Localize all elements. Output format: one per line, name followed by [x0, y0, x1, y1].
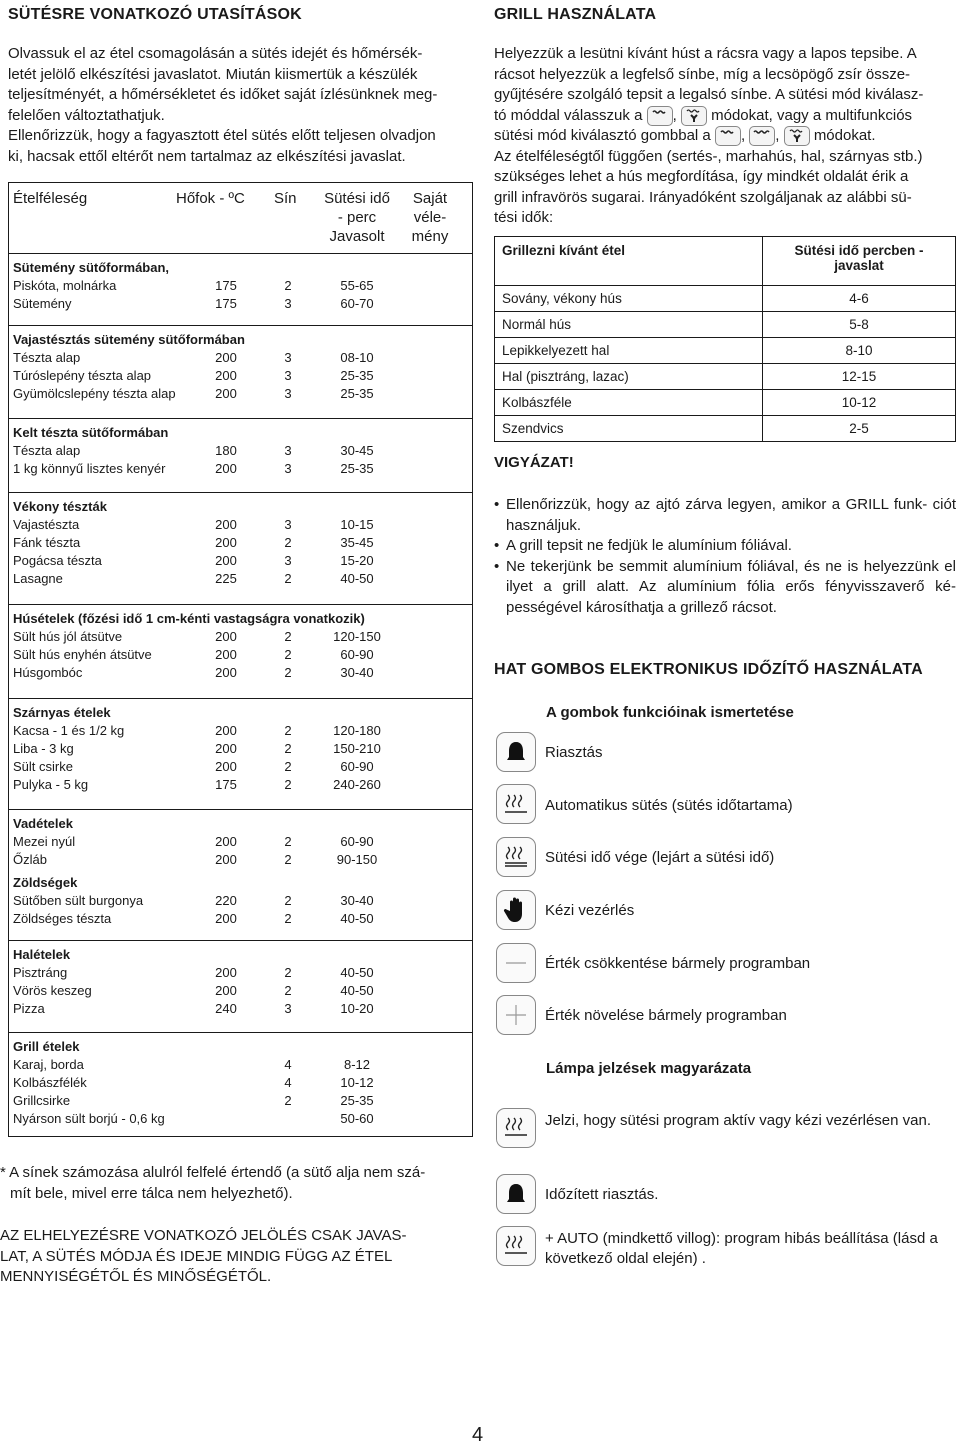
cell-time: 10-12 — [340, 1075, 374, 1090]
auto-flashing-icon — [496, 1226, 536, 1266]
cell-time: 40-50 — [340, 911, 374, 926]
lamp-row-auto — [494, 1226, 956, 1266]
button-row-manual — [494, 890, 956, 930]
cell-rack: 3 — [284, 517, 292, 532]
button-row-minus — [494, 943, 956, 983]
cell-food: Kolbászfélék — [13, 1075, 87, 1090]
warning-title: VIGYÁZAT! — [494, 454, 574, 471]
grill-line: sütési mód kiválasztó gombbal a , , módokat. — [494, 126, 956, 147]
cell-time: 240-260 — [333, 777, 381, 792]
cell-rack: 2 — [284, 759, 292, 774]
grill-line-part: módokat. — [813, 127, 876, 144]
warning-item: • A grill tepsit ne fedjük le alumínium fóliával. — [494, 536, 956, 557]
cell-rack: 2 — [284, 723, 292, 738]
group-divider — [9, 418, 472, 419]
cell-temp: 175 — [215, 278, 237, 293]
table-row — [9, 1000, 472, 1018]
group-divider — [9, 253, 472, 254]
lamps-title: Lámpa jelzések magyarázata — [546, 1060, 752, 1077]
caps-line: MENNYISÉGÉTŐL ÉS MINŐSÉGÉTŐL. — [0, 1268, 272, 1285]
cell-time: 30-40 — [340, 665, 374, 680]
footnote-line: * A sínek számozása alulról felfelé értendő (a sütő alja nem szá- — [0, 1164, 426, 1181]
table-row — [9, 722, 472, 740]
cell-rack: 2 — [284, 629, 292, 644]
grill-cell-food: Lepikkelyezett hal — [495, 338, 763, 364]
cell-time: 25-35 — [340, 461, 374, 476]
table-row — [9, 367, 472, 385]
grill-line: Az ételféleségtől függően (sertés-, marhahús, hal, szárnyas stb.) — [494, 147, 923, 165]
cell-rack: 3 — [284, 350, 292, 365]
cell-food: Húsgombóc — [13, 665, 83, 680]
header-own-opinion: Saját véle- mény — [411, 190, 449, 245]
cell-food: Pizza — [13, 1001, 45, 1016]
cell-time: 08-10 — [340, 350, 374, 365]
cell-temp: 200 — [215, 517, 237, 532]
cell-food: Piskóta, molnárka — [13, 278, 117, 293]
cell-time: 35-45 — [340, 535, 374, 550]
cell-rack: 2 — [284, 893, 292, 908]
grill-cell-time: 5-8 — [763, 312, 956, 338]
header-food: Ételféleség — [13, 190, 88, 207]
cell-time: 60-90 — [340, 759, 374, 774]
grill-line: Helyezzük a lesütni kívánt húst a rácsra vagy a lapos tepsibe. A — [494, 45, 917, 62]
cell-food: Lasagne — [13, 571, 63, 586]
buttons-title: A gombok funkcióinak ismertetése — [546, 704, 794, 721]
table-row — [9, 646, 472, 664]
cell-time: 50-60 — [340, 1111, 374, 1126]
table-row — [9, 552, 472, 570]
table-row — [9, 851, 472, 869]
page-number: 4 — [472, 1424, 484, 1446]
button-label: Automatikus sütés (sütés időtartama) — [545, 797, 793, 814]
header-time: Sütési idő - perc Javasolt — [324, 190, 390, 245]
cell-rack: 2 — [284, 983, 292, 998]
table-row — [9, 516, 472, 534]
table-row — [9, 1092, 472, 1110]
group-divider — [9, 698, 472, 699]
cell-rack: 3 — [284, 368, 292, 383]
grill-cell-time: 12-15 — [763, 364, 956, 390]
fan-grill-icon — [681, 106, 707, 126]
table-row — [9, 628, 472, 646]
baking-title: SÜTÉSRE VONATKOZÓ UTASÍTÁSOK — [8, 6, 302, 23]
table-row — [9, 1074, 472, 1092]
intro-line: Olvassuk el az étel csomagolásán a sütés idejét és hőmérsék- — [8, 45, 423, 62]
caps-note — [0, 1226, 463, 1288]
grill-cell-food: Szendvics — [495, 416, 763, 442]
lamp-row-alarm — [494, 1174, 956, 1214]
baking-table-header — [9, 189, 472, 249]
cell-rack: 4 — [284, 1075, 292, 1090]
table-row — [9, 295, 472, 313]
cell-temp: 240 — [215, 1001, 237, 1016]
cell-temp: 200 — [215, 759, 237, 774]
grill-table-header — [495, 237, 956, 286]
cell-temp: 175 — [215, 296, 237, 311]
cell-rack: 2 — [284, 834, 292, 849]
caps-line: LAT, A SÜTÉS MÓDJA ÉS IDEJE MINDIG FÜGG AZ ÉTEL — [0, 1247, 393, 1265]
group-title: Halételek — [13, 947, 71, 962]
grill-line: szükséges lehet a hús megfordítása, így mindkét oldalát érik a — [494, 168, 909, 185]
double-grill-icon — [749, 126, 775, 146]
group-divider — [9, 325, 472, 326]
cell-time: 25-35 — [340, 1093, 374, 1108]
intro-line: ki, hacsak ettől eltérőt nem tartalmaz az elkészítési javaslat. — [8, 147, 406, 165]
grill-cell-time: 10-12 — [763, 390, 956, 416]
top-heat-icon — [647, 106, 673, 126]
cell-food: Gyümölcslepény tészta alap — [13, 386, 176, 401]
group-title: Vékony tészták — [13, 499, 107, 514]
grill-line-part: sütési mód kiválasztó gombbal a — [494, 127, 711, 144]
cell-rack: 2 — [284, 278, 292, 293]
cell-temp: 200 — [215, 553, 237, 568]
cell-temp: 200 — [215, 386, 237, 401]
cell-rack: 2 — [284, 571, 292, 586]
table-row — [9, 534, 472, 552]
cell-temp: 200 — [215, 834, 237, 849]
table-row — [9, 892, 472, 910]
table-row — [9, 1056, 472, 1074]
cell-temp: 200 — [215, 911, 237, 926]
button-label: Riasztás — [545, 744, 603, 761]
cell-time: 120-180 — [333, 723, 381, 738]
cell-temp: 180 — [215, 443, 237, 458]
cell-food: Pisztráng — [13, 965, 68, 980]
cook-end-icon — [496, 837, 536, 877]
group-title: Szárnyas ételek — [13, 705, 111, 720]
intro-line: letét jelölő elkészítési javaslatot. Miután kiismertük a készülék — [8, 65, 418, 83]
cell-rack: 3 — [284, 386, 292, 401]
intro-line: felelően változtathatjuk. — [8, 106, 165, 124]
plus-icon — [496, 995, 536, 1035]
grill-cell-time: 4-6 — [763, 286, 956, 312]
bell-icon — [496, 732, 536, 772]
cell-rack: 3 — [284, 461, 292, 476]
lamp-row-cooking — [494, 1108, 956, 1148]
grill-row — [495, 338, 956, 364]
cell-temp: 200 — [215, 741, 237, 756]
cell-temp: 225 — [215, 571, 237, 586]
cell-food: Pulyka - 5 kg — [13, 777, 89, 792]
cell-food: Liba - 3 kg — [13, 741, 74, 756]
table-row — [9, 460, 472, 478]
cell-time: 60-90 — [340, 834, 374, 849]
header-temp: Hőfok - ºC — [176, 190, 245, 207]
group-divider — [9, 604, 472, 605]
footnote-line: mít bele, mivel erre tálca nem helyezhető). — [10, 1184, 293, 1202]
lamp-label: + AUTO (mindkettő villog): program hibás beállítása (lásd a következő oldal elején) . — [545, 1230, 938, 1267]
cell-food: Zöldséges tészta — [13, 911, 112, 926]
grill-row — [495, 286, 956, 312]
cell-rack: 2 — [284, 1093, 292, 1108]
button-row-alarm — [494, 732, 956, 772]
grill-line: tési idők: — [494, 209, 554, 226]
header-rack: Sín — [274, 190, 297, 207]
cell-temp: 175 — [215, 777, 237, 792]
grill-row — [495, 390, 956, 416]
cell-time: 30-45 — [340, 443, 374, 458]
cell-food: Tészta alap — [13, 350, 81, 365]
group-divider — [9, 1032, 472, 1033]
cell-time: 40-50 — [340, 983, 374, 998]
cell-food: Kacsa - 1 és 1/2 kg — [13, 723, 125, 738]
button-label: Kézi vezérlés — [545, 902, 635, 919]
cell-rack: 3 — [284, 296, 292, 311]
cell-time: 30-40 — [340, 893, 374, 908]
button-label: Érték növelése bármely programban — [545, 1007, 787, 1024]
grill-times-table — [494, 236, 956, 442]
cell-temp: 200 — [215, 647, 237, 662]
warning-list — [494, 495, 956, 618]
cell-food: Vajastészta — [13, 517, 80, 532]
cell-temp: 200 — [215, 368, 237, 383]
cell-food: Karaj, borda — [13, 1057, 84, 1072]
cell-rack: 2 — [284, 665, 292, 680]
cell-food: Fánk tészta — [13, 535, 81, 550]
warning-item: • Ne tekerjünk be semmit alumínium fóliával, és ne is helyezzünk el ilyet a grill alatt. Az alumínium fólia erős fényvisszaverő ké- pességével károsíthatja a grillező rácsot. — [494, 557, 956, 619]
cell-food: Tészta alap — [13, 443, 81, 458]
grill-cell-food: Normál hús — [495, 312, 763, 338]
group-title: Grill ételek — [13, 1039, 80, 1054]
grill-cell-food: Hal (pisztráng, lazac) — [495, 364, 763, 390]
table-row — [9, 964, 472, 982]
cell-rack: 2 — [284, 741, 292, 756]
cell-time: 10-15 — [340, 517, 374, 532]
fan-grill-icon — [784, 126, 810, 146]
button-row-plus — [494, 995, 956, 1035]
cell-food: Nyárson sült borjú - 0,6 kg — [13, 1111, 165, 1126]
hand-icon — [496, 890, 536, 930]
cell-food: Mezei nyúl — [13, 834, 76, 849]
grill-line: grill infravörös sugarai. Irányadóként szolgáljanak az alábbi sü- — [494, 188, 912, 206]
baking-intro — [8, 44, 463, 167]
cell-rack: 2 — [284, 647, 292, 662]
cell-rack: 2 — [284, 911, 292, 926]
cell-rack: 2 — [284, 777, 292, 792]
table-row — [9, 758, 472, 776]
cell-food: Sült hús enyhén átsütve — [13, 647, 152, 662]
table-row — [9, 570, 472, 588]
cell-food: Sütőben sült burgonya — [13, 893, 144, 908]
cell-food: 1 kg könnyű lisztes kenyér — [13, 461, 166, 476]
cell-time: 10-20 — [340, 1001, 374, 1016]
grill-line: gyűjtésére szolgáló tepsit a legalsó sínbe. A sütési mód kiválasz- — [494, 86, 924, 103]
intro-line: teljesítményét, a hőmérsékletet és időket saját ízlésünknek meg- — [8, 86, 438, 103]
grill-row — [495, 416, 956, 442]
cell-rack: 2 — [284, 852, 292, 867]
cell-time: 25-35 — [340, 368, 374, 383]
cell-time: 40-50 — [340, 965, 374, 980]
table-row — [9, 277, 472, 295]
grill-line-part: tó móddal válasszuk a — [494, 106, 643, 124]
cooking-indicator-icon — [496, 1108, 536, 1148]
cell-food: Sült csirke — [13, 759, 73, 774]
group-title: Kelt tészta sütőformában — [13, 425, 169, 440]
group-title: Vajastésztás sütemény sütőformában — [13, 332, 245, 347]
cell-time: 60-70 — [340, 296, 374, 311]
table-row — [9, 442, 472, 460]
cell-time: 60-90 — [340, 647, 374, 662]
cell-food: Grillcsirke — [13, 1093, 71, 1108]
table-row — [9, 740, 472, 758]
cell-rack: 3 — [284, 553, 292, 568]
grill-row — [495, 312, 956, 338]
group-title: Vadételek — [13, 816, 73, 831]
grill-cell-time: 8-10 — [763, 338, 956, 364]
lamp-label: Jelzi, hogy sütési program aktív vagy kézi vezérlésen van. — [545, 1112, 932, 1129]
group-title: Zöldségek — [13, 875, 78, 890]
cell-temp: 200 — [215, 723, 237, 738]
auto-cook-icon — [496, 784, 536, 824]
button-row-end — [494, 837, 956, 877]
cell-time: 90-150 — [336, 852, 378, 867]
table-row — [9, 982, 472, 1000]
cell-food: Őzláb — [13, 852, 47, 867]
cell-time: 120-150 — [333, 629, 381, 644]
grill-text — [494, 44, 956, 229]
lamp-label: Időzített riasztás. — [545, 1186, 659, 1203]
cell-temp: 200 — [215, 535, 237, 550]
caps-line: AZ ELHELYEZÉSRE VONATKOZÓ JELÖLÉS CSAK JAVAS- — [0, 1227, 407, 1244]
cell-food: Sült hús jól átsütve — [13, 629, 123, 644]
table-row — [9, 1110, 472, 1128]
cell-temp: 200 — [215, 350, 237, 365]
button-label: Érték csökkentése bármely programban — [545, 955, 811, 972]
footnote — [0, 1163, 463, 1204]
cell-temp: 200 — [215, 852, 237, 867]
grill-line: rácsot helyezzük a legfelső sínbe, míg a lecsöpögő zsír össze- — [494, 65, 911, 83]
minus-icon — [496, 943, 536, 983]
table-row — [9, 349, 472, 367]
button-label: Sütési idő vége (lejárt a sütési idő) — [545, 849, 775, 866]
cell-temp: 200 — [215, 629, 237, 644]
cell-rack: 4 — [284, 1057, 292, 1072]
group-divider — [9, 940, 472, 941]
grill-header-time: Sütési idő percben - javaslat — [763, 237, 956, 286]
grill-cell-food: Sovány, vékony hús — [495, 286, 763, 312]
group-title: Húsételek (főzési idő 1 cm-kénti vastagságra vonatkozik) — [13, 611, 365, 626]
group-divider — [9, 492, 472, 493]
cell-time: 25-35 — [340, 386, 374, 401]
grill-cell-food: Kolbászféle — [495, 390, 763, 416]
button-row-auto — [494, 784, 956, 824]
group-divider — [9, 809, 472, 810]
cell-food: Vörös keszeg — [13, 983, 92, 998]
top-heat-icon — [715, 126, 741, 146]
table-row — [9, 664, 472, 682]
grill-line: tó móddal válasszuk a , módokat, vagy a multifunkciós — [494, 106, 956, 127]
warning-item: • Ellenőrizzük, hogy az ajtó zárva legyen, amikor a GRILL funk- ciót használjuk. — [494, 495, 956, 536]
grill-cell-time: 2-5 — [763, 416, 956, 442]
grill-line-part: módokat, vagy a multifunkciós — [711, 106, 913, 124]
cell-food: Pogácsa tészta — [13, 553, 102, 568]
cell-temp: 200 — [215, 965, 237, 980]
timer-title: HAT GOMBOS ELEKTRONIKUS IDŐZÍTŐ HASZNÁLATA — [494, 661, 923, 678]
grill-header-food: Grillezni kívánt étel — [495, 237, 763, 286]
cell-time: 8-12 — [343, 1057, 371, 1072]
grill-row — [495, 364, 956, 390]
cell-temp: 220 — [215, 893, 237, 908]
cell-temp: 200 — [215, 461, 237, 476]
cell-rack: 2 — [284, 965, 292, 980]
table-row — [9, 833, 472, 851]
cell-food: Túróslepény tészta alap — [13, 368, 152, 383]
cell-rack: 3 — [284, 443, 292, 458]
intro-line: Ellenőrizzük, hogy a fagyasztott étel sütés előtt teljesen olvadjon — [8, 127, 436, 144]
cell-food: Sütemény — [13, 296, 72, 311]
cell-time: 15-20 — [340, 553, 374, 568]
cell-rack: 3 — [284, 1001, 292, 1016]
cell-temp: 200 — [215, 665, 237, 680]
group-title: Sütemény sütőformában, — [13, 260, 170, 275]
bell-indicator-icon — [496, 1174, 536, 1214]
grill-title: GRILL HASZNÁLATA — [494, 6, 657, 23]
table-row — [9, 910, 472, 928]
cell-time: 40-50 — [340, 571, 374, 586]
cell-time: 55-65 — [340, 278, 374, 293]
cell-temp: 200 — [215, 983, 237, 998]
baking-table — [8, 182, 473, 1137]
table-row — [9, 385, 472, 403]
cell-time: 150-210 — [333, 741, 381, 756]
table-row — [9, 776, 472, 794]
cell-rack: 2 — [284, 535, 292, 550]
